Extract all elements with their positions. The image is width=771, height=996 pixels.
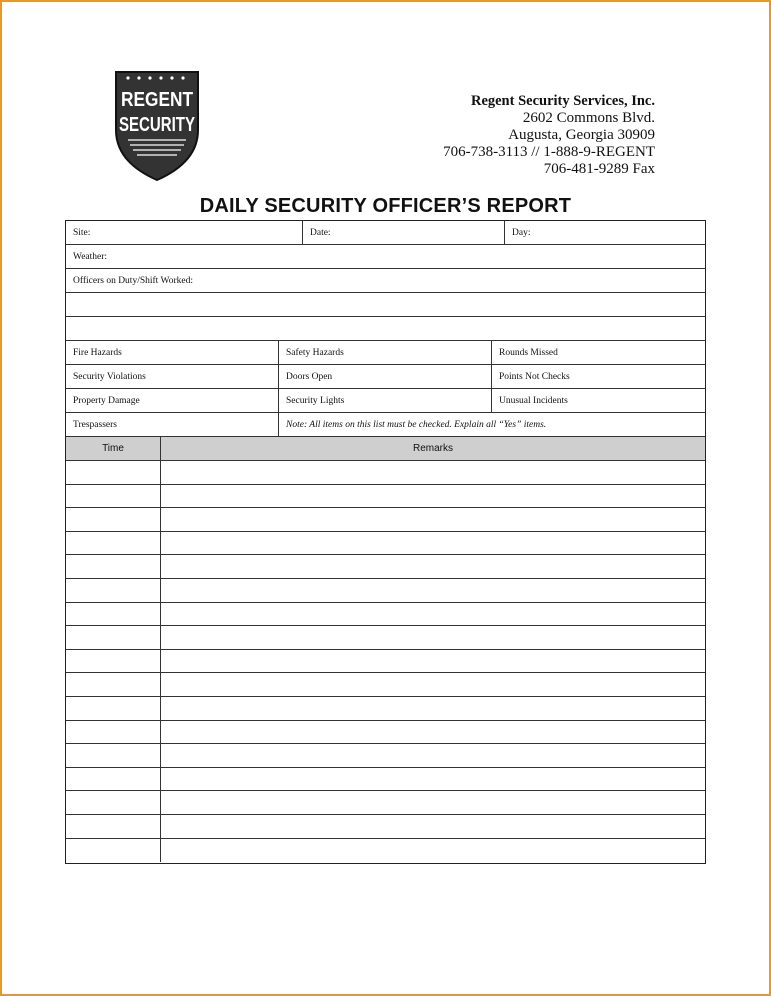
property-damage-item[interactable] xyxy=(66,389,278,412)
company-city: Augusta, Georgia 30909 xyxy=(508,127,655,143)
officers-blank-line-2[interactable] xyxy=(66,317,705,341)
log-time-cell[interactable] xyxy=(66,697,160,720)
log-row xyxy=(66,673,705,697)
log-row xyxy=(66,626,705,650)
log-remarks-cell[interactable] xyxy=(160,626,705,649)
company-street: 2602 Commons Blvd. xyxy=(522,110,655,126)
log-row xyxy=(66,555,705,579)
log-time-cell[interactable] xyxy=(66,815,160,838)
log-remarks-cell[interactable] xyxy=(160,650,705,673)
log-remarks-cell[interactable] xyxy=(160,744,705,767)
log-time-cell[interactable] xyxy=(66,673,160,696)
log-remarks-cell[interactable] xyxy=(160,532,705,555)
log-row xyxy=(66,508,705,532)
weather-field[interactable] xyxy=(66,245,705,268)
security-violations-item[interactable] xyxy=(66,365,278,388)
log-remarks-cell[interactable] xyxy=(160,485,705,508)
time-header-label: Time xyxy=(102,443,124,454)
report-form xyxy=(65,220,706,864)
log-remarks-cell[interactable] xyxy=(160,815,705,838)
weather-row xyxy=(66,245,705,269)
trespassers-item[interactable] xyxy=(66,413,278,436)
logo-text-regent: REGENT xyxy=(121,89,193,111)
log-row xyxy=(66,532,705,556)
log-time-cell[interactable] xyxy=(66,508,160,531)
officers-field[interactable] xyxy=(66,269,705,292)
log-remarks-cell[interactable] xyxy=(160,791,705,814)
company-phone: 706-738-3113 // 1-888-9-REGENT xyxy=(443,144,655,160)
log-remarks-cell[interactable] xyxy=(160,603,705,626)
company-info xyxy=(443,93,655,178)
log-row xyxy=(66,603,705,627)
log-remarks-cell[interactable] xyxy=(160,839,705,863)
remarks-column-header xyxy=(160,437,705,460)
log-remarks-cell[interactable] xyxy=(160,461,705,484)
log-row xyxy=(66,744,705,768)
log-row xyxy=(66,815,705,839)
points-not-checks-item[interactable] xyxy=(491,365,705,388)
site-field[interactable] xyxy=(66,221,302,244)
checklist-label: Rounds Missed xyxy=(499,347,558,358)
company-fax: 706-481-9289 Fax xyxy=(543,161,655,177)
log-time-cell[interactable] xyxy=(66,768,160,791)
log-time-cell[interactable] xyxy=(66,650,160,673)
log-remarks-cell[interactable] xyxy=(160,579,705,602)
doors-open-item[interactable] xyxy=(278,365,491,388)
log-remarks-cell[interactable] xyxy=(160,555,705,578)
log-remarks-cell[interactable] xyxy=(160,697,705,720)
log-time-cell[interactable] xyxy=(66,485,160,508)
checklist-row xyxy=(66,341,705,365)
log-time-cell[interactable] xyxy=(66,626,160,649)
checklist-row xyxy=(66,365,705,389)
log-row xyxy=(66,697,705,721)
unusual-incidents-item[interactable] xyxy=(491,389,705,412)
log-row xyxy=(66,839,705,863)
checklist-row xyxy=(66,389,705,413)
officers-label: Officers on Duty/Shift Worked: xyxy=(73,275,193,286)
log-time-cell[interactable] xyxy=(66,461,160,484)
checklist-label: Fire Hazards xyxy=(73,347,122,358)
trespassers-label: Trespassers xyxy=(73,419,117,430)
checklist-label: Property Damage xyxy=(73,395,140,406)
log-row xyxy=(66,579,705,603)
checklist-label: Security Lights xyxy=(286,395,345,406)
report-title: DAILY SECURITY OFFICER’S REPORT xyxy=(199,195,572,217)
site-label: Site: xyxy=(73,227,91,238)
checklist-note xyxy=(278,413,705,436)
checklist-label: Unusual Incidents xyxy=(499,395,568,406)
security-lights-item[interactable] xyxy=(278,389,491,412)
regent-security-logo xyxy=(114,70,200,182)
log-remarks-cell[interactable] xyxy=(160,673,705,696)
log-time-cell[interactable] xyxy=(66,555,160,578)
date-label: Date: xyxy=(310,227,331,238)
log-row xyxy=(66,461,705,485)
log-remarks-cell[interactable] xyxy=(160,508,705,531)
log-time-cell[interactable] xyxy=(66,603,160,626)
log-row xyxy=(66,650,705,674)
officers-blank-line-1[interactable] xyxy=(66,293,705,317)
log-row xyxy=(66,721,705,745)
log-remarks-cell[interactable] xyxy=(160,721,705,744)
checklist-label: Doors Open xyxy=(286,371,333,382)
logo-text-security: SECURITY xyxy=(119,114,196,136)
log-remarks-cell[interactable] xyxy=(160,768,705,791)
log-row xyxy=(66,768,705,792)
log-header-row xyxy=(66,437,705,461)
officers-row xyxy=(66,269,705,293)
weather-label: Weather: xyxy=(73,251,108,262)
log-time-cell[interactable] xyxy=(66,744,160,767)
log-row xyxy=(66,485,705,509)
trespassers-row xyxy=(66,413,705,437)
safety-hazards-item[interactable] xyxy=(278,341,491,364)
log-time-cell[interactable] xyxy=(66,839,160,863)
log-row xyxy=(66,791,705,815)
site-date-day-row xyxy=(66,221,705,245)
log-time-cell[interactable] xyxy=(66,721,160,744)
time-column-header xyxy=(66,437,160,460)
rounds-missed-item[interactable] xyxy=(491,341,705,364)
checklist-label: Safety Hazards xyxy=(286,347,344,358)
checklist-label: Points Not Checks xyxy=(499,371,570,382)
day-label: Day: xyxy=(512,227,531,238)
fire-hazards-item[interactable] xyxy=(66,341,278,364)
day-field[interactable] xyxy=(504,221,705,244)
remarks-header-label: Remarks xyxy=(412,443,453,454)
company-name: Regent Security Services, Inc. xyxy=(470,93,655,109)
date-field[interactable] xyxy=(302,221,504,244)
log-time-cell[interactable] xyxy=(66,532,160,555)
checklist-label: Security Violations xyxy=(73,371,146,382)
note-text: Note: All items on this list must be checked. Explain all “Yes” items. xyxy=(286,419,547,430)
log-time-cell[interactable] xyxy=(66,579,160,602)
log-time-cell[interactable] xyxy=(66,791,160,814)
